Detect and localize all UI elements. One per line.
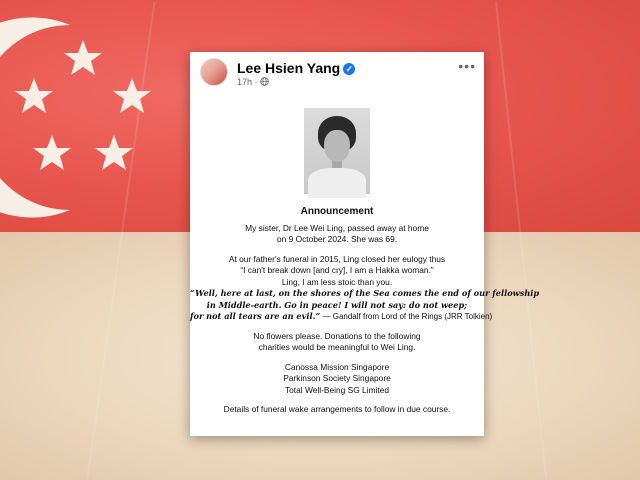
star-icon	[15, 78, 53, 113]
charity-item: Parkinson Society Singapore	[283, 373, 391, 383]
author-name[interactable]: Lee Hsien Yang	[237, 60, 341, 76]
quote-last-line	[190, 311, 493, 323]
quote-line: for not all tears are an evil.”	[190, 311, 321, 321]
charity-item: Total Well-Being SG Limited	[284, 384, 390, 395]
quote-attribution: — Gandalf from Lord of the Rings (JRR Tolkien)	[322, 312, 493, 321]
paragraph-line: on 9 October 2024. She was 69.	[276, 234, 398, 244]
post-meta	[237, 77, 269, 87]
more-options-icon[interactable]: •••	[458, 58, 476, 74]
star-icon	[95, 135, 133, 170]
crescent-moon-icon	[0, 17, 70, 217]
paragraph-line: At our father's funeral in 2015, Ling closed her eulogy thus	[228, 253, 446, 264]
verified-badge-icon: ✓	[343, 63, 355, 75]
paragraph-line: My sister, Dr Lee Wei Ling, passed away at home	[245, 222, 429, 233]
star-icon	[64, 40, 102, 75]
star-icon	[33, 135, 71, 170]
paragraph-line: “I can't break down [and cry], I am a Hakka woman.”	[240, 265, 434, 275]
paragraph-line: Ling, I am less stoic than you.	[281, 276, 393, 287]
meta-separator: ·	[254, 77, 258, 87]
post-timestamp[interactable]: 17h	[237, 77, 253, 87]
portrait-photo[interactable]	[304, 108, 370, 194]
quote-line: in Middle-earth. Go in peace! I will not say: do not weep;	[206, 299, 468, 310]
post-author[interactable]	[237, 60, 355, 76]
footer-note: Details of funeral wake arrangements to follow in due course.	[223, 404, 451, 414]
globe-icon	[260, 77, 269, 86]
star-icon	[113, 78, 151, 113]
announcement-body	[190, 206, 540, 416]
facebook-post-card	[190, 52, 540, 436]
paragraph-line: charities would be meaningful to Wei Ling.	[258, 342, 416, 352]
paragraph-line: No flowers please. Donations to the following	[253, 330, 421, 341]
quote-line: “Well, here at last, on the shores of the Sea comes the end of our fellowship	[190, 288, 540, 298]
announcement-title: Announcement	[300, 206, 374, 217]
charity-item: Canossa Mission Singapore	[284, 361, 390, 372]
avatar[interactable]	[200, 58, 228, 86]
